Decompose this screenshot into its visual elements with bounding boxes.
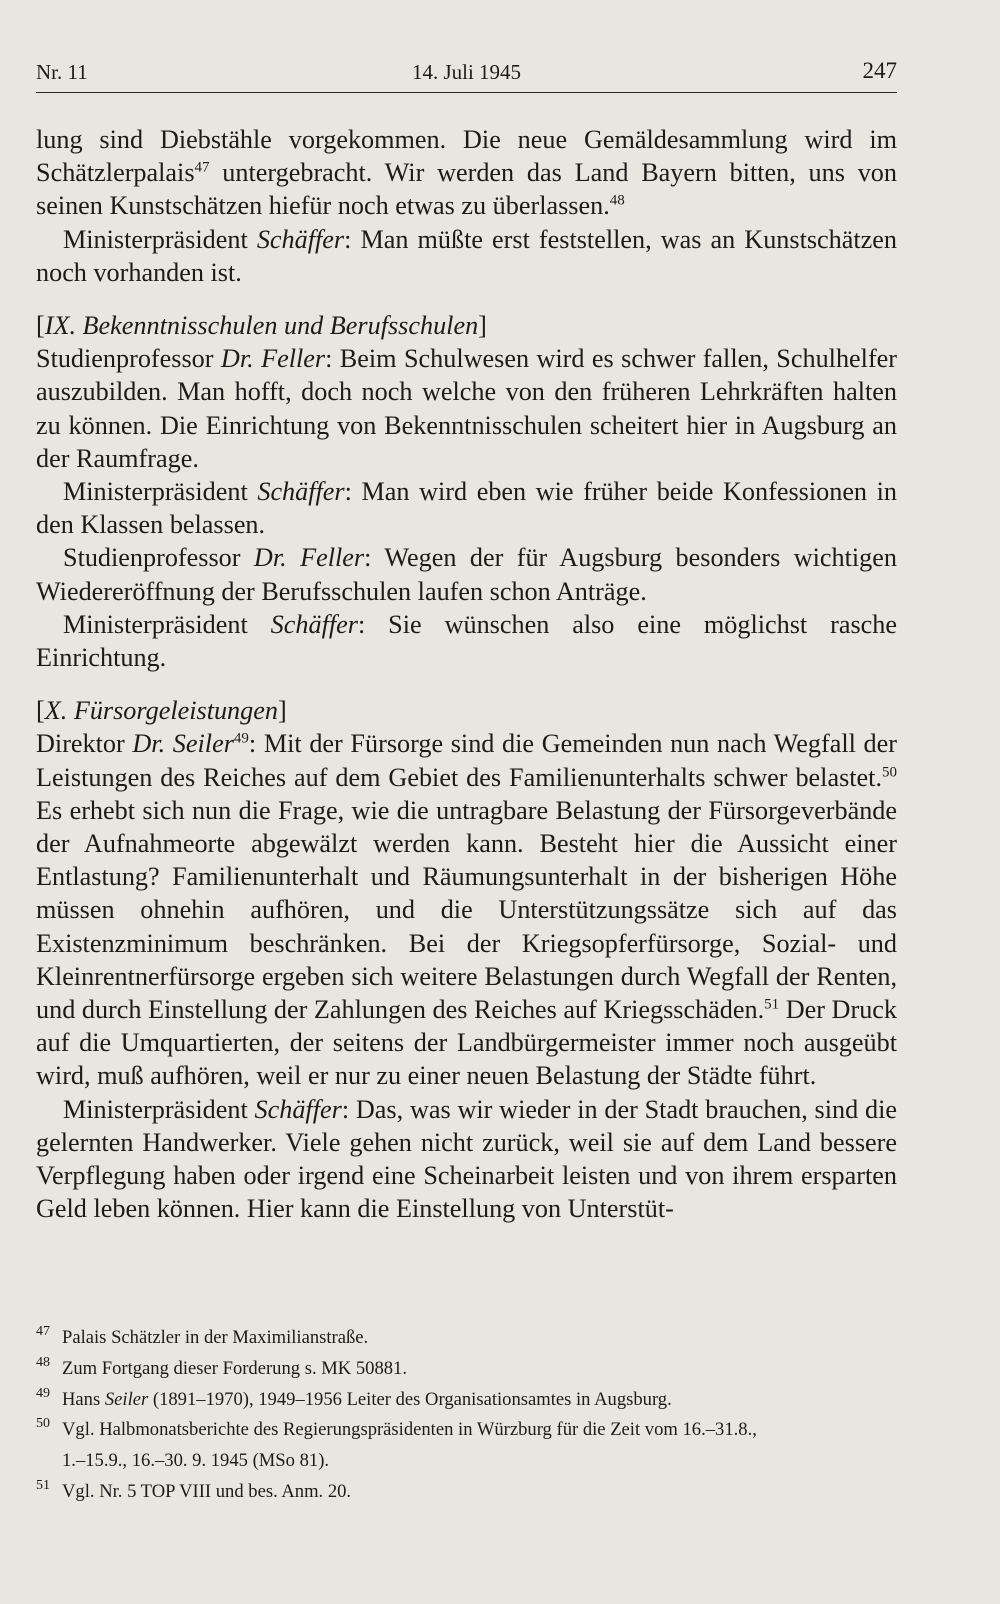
speaker-name: Dr. Feller [253,543,365,573]
footnote: 48 Zum Fortgang dieser Forderung s. MK 50881. [36,1354,897,1385]
section-heading: [X. Fürsorgeleistungen] [36,696,287,726]
footnote-number: 49 [36,1385,50,1401]
speaker-title: Studienprofessor [36,344,221,374]
speaker-title: Studienprofessor [63,543,254,573]
footnote-number: 48 [36,1354,50,1370]
footnote-number: 50 [36,1416,50,1432]
speaker-title: Ministerpräsident [63,609,271,639]
paragraph: Studienprofessor Dr. Feller: Wegen der für Augsburg besonders wichtigen Wiedereröffnung der Berufsschulen laufen schon Anträge. [36,543,897,606]
section-heading: [IX. Bekenntnisschulen und Berufsschulen] [36,311,487,341]
footnotes [36,1323,897,1508]
footnote-ref[interactable]: 49 [233,730,249,747]
paragraph: Direktor Dr. Seiler$^{49}$: Mit der Fürsorge sind die Gemeinden nun nach Wegfall der Leistungen des Reiches auf dem Gebiet des Familienunterhalts schwer belastet.$^{50}$ Es erhebt sich nun die Frage, wie die untragbare Belastung der Fürsorgeverbände der Aufnahmeorte abgewälzt werden kann. Besteht hier die Aussicht einer Entlastung? Familienunterhalt und Räumungsunterhalt in der bisherigen Höhe müssen ohnehin aufhören, und die Unterstützungssätze sich auf das Existenzminimum beschränken. Bei der Kriegsopferfürsorge, Sozial- und Kleinrentnerfürsorge ergeben sich weitere Belastungen durch Wegfall der Renten, und durch Einstellung der Zahlungen des Reiches auf Kriegsschäden.$^{51}$ Der Druck auf die Umquartierten, der seitens der Landbürgermeister immer noch ausgeübt wird, muß aufhören, weil er nur zu einer neuen Belastung der Städte führt. [36,729,897,1091]
paragraph: Ministerpräsident Schäffer: Sie wünschen also eine möglichst rasche Einrichtung. [36,609,897,673]
paragraph: Ministerpräsident Schäffer: Das, was wir wieder in der Stadt brauchen, sind die gelernten Handwerker. Viele gehen nicht zurück, weil sie auf dem Land bessere Verpflegung haben oder irgend eine Scheinarbeit leisten und von ihrem ersparten Geld leben können. Hier kann die Einstellung von Unterstüt- [36,1094,897,1224]
footnote-ref[interactable]: 50 [882,763,897,780]
header-date: 14. Juli 1945 [411,60,522,84]
speaker-title: Ministerpräsident [63,477,258,507]
running-header [36,58,897,93]
paragraph: lung sind Diebstähle vorgekommen. Die neue Gemäldesammlung wird im Schätzlerpalais$^{47}$ untergebracht. Wir werden das Land Bayern bitten, uns von seinen Kunstschätzen hiefür noch etwas zu überlassen.$^{48}$ [36,125,897,221]
speaker-name: Schäffer [257,477,345,507]
footnote: 50 Vgl. Halbmonatsberichte des Regierungspräsidenten in Würzburg für die Zeit vom 16.–31.8., 1.–15.9., 16.–30. 9. 1945 (MSo 81). [36,1415,897,1477]
speaker-name: Schäffer [270,609,358,639]
speaker-title: Ministerpräsident [63,224,257,254]
speaker-name: Schäffer [254,1094,342,1124]
main-text [36,123,897,1226]
document-number: Nr. 11 [36,60,88,84]
page-number: 247 [862,58,897,83]
footnote-ref[interactable]: 51 [764,996,780,1013]
footnote: 47 Palais Schätzler in der Maximilianstraße. [36,1323,897,1354]
footnote-ref[interactable]: 48 [609,192,625,209]
speaker-name: Dr. Feller [220,344,326,374]
footnote-number: 51 [36,1477,50,1493]
paragraph: Ministerpräsident Schäffer: Man wird eben wie früher beide Konfessionen in den Klassen belassen. [36,477,897,540]
footnote: 49 Hans Seiler (1891–1970), 1949–1956 Leiter des Organisationsamtes in Augsburg. [36,1385,897,1416]
footnote: 51 Vgl. Nr. 5 TOP VIII und bes. Anm. 20. [36,1477,897,1508]
footnote-number: 47 [36,1324,50,1339]
footnote-ref[interactable]: 47 [194,159,210,176]
paragraph: Studienprofessor Dr. Feller: Beim Schulwesen wird es schwer fallen, Schulhelfer auszubilden. Man hofft, doch noch welche von den früheren Lehrkräften halten zu können. Die Einrichtung von Bekenntnisschulen scheitert hier in Augsburg an der Raumfrage. [36,344,898,473]
speaker-title: Direktor [36,729,133,759]
speaker-name: Schäffer [256,224,345,254]
speaker-name: Dr. Seiler [132,729,234,759]
footnote-continuation: 1.–15.9., 16.–30. 9. 1945 (MSo 81). [62,1450,330,1472]
person-name: Seiler [104,1388,149,1410]
speaker-title: Ministerpräsident [63,1094,255,1124]
paragraph: Ministerpräsident Schäffer: Man müßte erst feststellen, was an Kunstschätzen noch vorhanden ist. [36,224,898,287]
